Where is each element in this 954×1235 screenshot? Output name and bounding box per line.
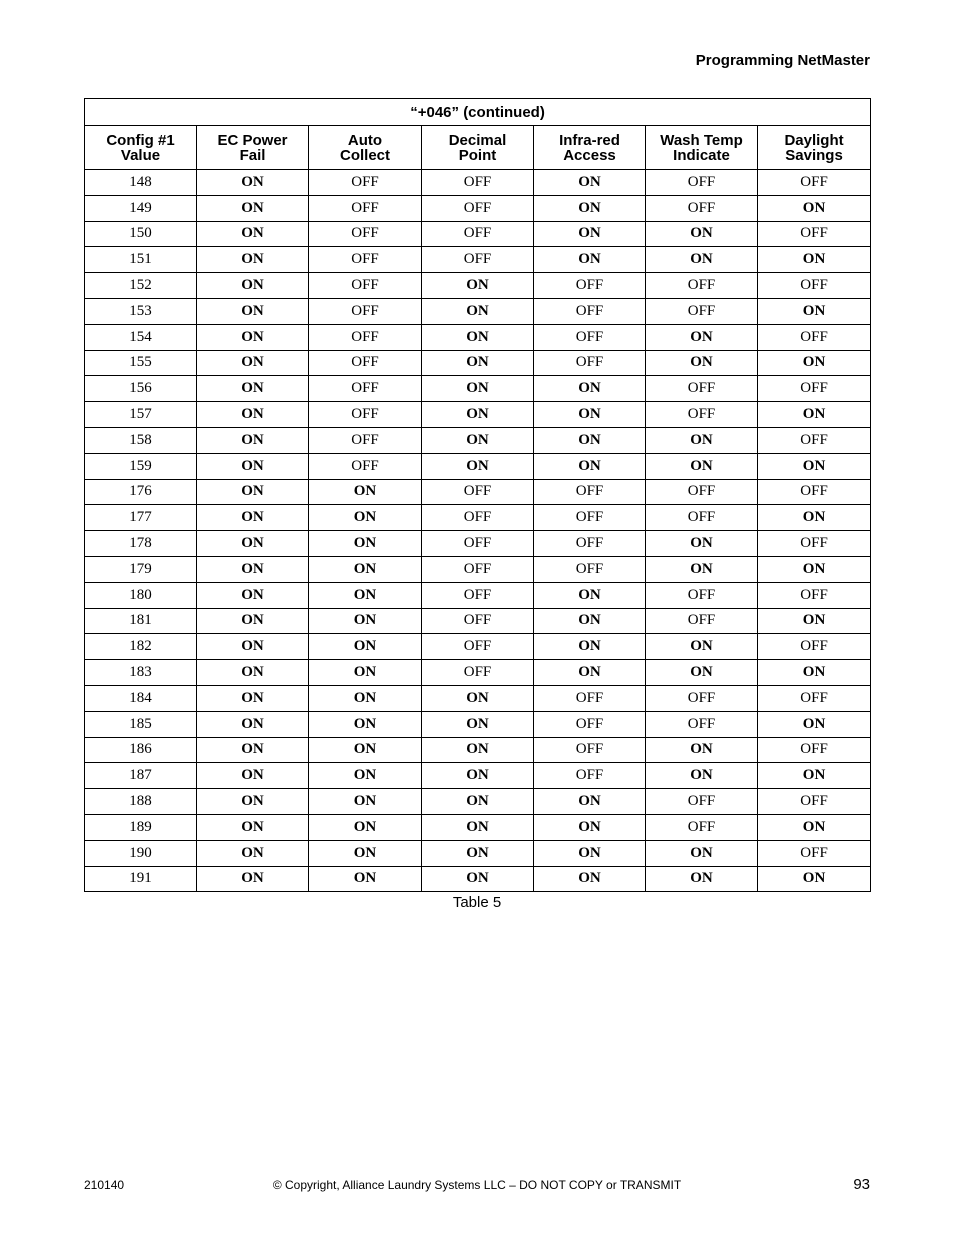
setting-cell: ON (197, 711, 309, 737)
setting-cell: ON (646, 840, 758, 866)
setting-cell: OFF (309, 402, 422, 428)
column-header (197, 126, 309, 170)
setting-cell: OFF (309, 170, 422, 196)
setting-cell: ON (309, 608, 422, 634)
setting-cell: OFF (422, 660, 534, 686)
doc-number: 210140 (84, 1178, 125, 1192)
table-row (85, 711, 871, 737)
setting-cell: ON (646, 350, 758, 376)
setting-cell: ON (309, 711, 422, 737)
setting-cell: ON (758, 505, 871, 531)
table-row (85, 840, 871, 866)
config-table (84, 98, 871, 892)
setting-cell: ON (534, 814, 646, 840)
config-value-cell: 155 (85, 350, 197, 376)
setting-cell: ON (197, 453, 309, 479)
setting-cell: OFF (646, 170, 758, 196)
column-header-line: Wash Temp (660, 131, 743, 149)
setting-cell: ON (309, 763, 422, 789)
setting-cell: ON (758, 608, 871, 634)
setting-cell: OFF (646, 814, 758, 840)
table-row (85, 247, 871, 273)
config-value-cell: 177 (85, 505, 197, 531)
setting-cell: ON (309, 789, 422, 815)
setting-cell: ON (197, 170, 309, 196)
setting-cell: ON (534, 582, 646, 608)
setting-cell: ON (197, 840, 309, 866)
setting-cell: ON (197, 531, 309, 557)
setting-cell: OFF (758, 840, 871, 866)
setting-cell: ON (646, 324, 758, 350)
setting-cell: ON (197, 505, 309, 531)
setting-cell: OFF (646, 273, 758, 299)
setting-cell: OFF (309, 350, 422, 376)
setting-cell: ON (422, 402, 534, 428)
setting-cell: ON (197, 685, 309, 711)
config-value-cell: 182 (85, 634, 197, 660)
table-row (85, 298, 871, 324)
column-header (534, 126, 646, 170)
setting-cell: OFF (422, 634, 534, 660)
setting-cell: OFF (309, 195, 422, 221)
setting-cell: ON (197, 376, 309, 402)
setting-cell: OFF (534, 350, 646, 376)
setting-cell: OFF (534, 479, 646, 505)
config-value-cell: 154 (85, 324, 197, 350)
setting-cell: ON (197, 273, 309, 299)
config-value-cell: 156 (85, 376, 197, 402)
setting-cell: ON (422, 427, 534, 453)
column-header (422, 126, 534, 170)
setting-cell: OFF (758, 479, 871, 505)
setting-cell: ON (309, 814, 422, 840)
setting-cell: OFF (646, 582, 758, 608)
setting-cell: ON (197, 556, 309, 582)
setting-cell: ON (422, 453, 534, 479)
setting-cell: ON (197, 608, 309, 634)
table-row (85, 221, 871, 247)
setting-cell: OFF (309, 221, 422, 247)
setting-cell: ON (534, 170, 646, 196)
setting-cell: ON (534, 376, 646, 402)
setting-cell: ON (197, 195, 309, 221)
setting-cell: OFF (534, 298, 646, 324)
table-row (85, 273, 871, 299)
table-row (85, 737, 871, 763)
setting-cell: ON (309, 660, 422, 686)
table-row (85, 479, 871, 505)
setting-cell: OFF (534, 763, 646, 789)
config-value-cell: 158 (85, 427, 197, 453)
table-row (85, 685, 871, 711)
setting-cell: OFF (309, 324, 422, 350)
setting-cell: OFF (758, 273, 871, 299)
setting-cell: ON (422, 324, 534, 350)
column-header-line: Auto (347, 131, 383, 149)
config-value-cell: 185 (85, 711, 197, 737)
setting-cell: OFF (646, 711, 758, 737)
table-row (85, 660, 871, 686)
table-row (85, 556, 871, 582)
setting-cell: ON (309, 634, 422, 660)
column-header (758, 126, 871, 170)
setting-cell: ON (422, 789, 534, 815)
setting-cell: OFF (646, 789, 758, 815)
setting-cell: ON (646, 634, 758, 660)
setting-cell: ON (758, 453, 871, 479)
setting-cell: ON (534, 660, 646, 686)
setting-cell: ON (197, 427, 309, 453)
setting-cell: OFF (422, 531, 534, 557)
setting-cell: OFF (534, 737, 646, 763)
setting-cell: ON (197, 324, 309, 350)
setting-cell: OFF (646, 376, 758, 402)
setting-cell: ON (646, 660, 758, 686)
setting-cell: OFF (646, 195, 758, 221)
setting-cell: ON (422, 685, 534, 711)
setting-cell: ON (534, 195, 646, 221)
setting-cell: ON (197, 634, 309, 660)
setting-cell: ON (534, 402, 646, 428)
setting-cell: OFF (758, 789, 871, 815)
setting-cell: OFF (534, 505, 646, 531)
table-row (85, 814, 871, 840)
setting-cell: ON (197, 660, 309, 686)
setting-cell: ON (309, 531, 422, 557)
setting-cell: OFF (646, 608, 758, 634)
setting-cell: OFF (758, 685, 871, 711)
config-value-cell: 190 (85, 840, 197, 866)
setting-cell: ON (197, 402, 309, 428)
setting-cell: ON (758, 814, 871, 840)
setting-cell: OFF (309, 427, 422, 453)
setting-cell: ON (534, 453, 646, 479)
setting-cell: OFF (309, 247, 422, 273)
setting-cell: OFF (646, 402, 758, 428)
setting-cell: ON (758, 402, 871, 428)
setting-cell: ON (646, 763, 758, 789)
setting-cell: ON (646, 531, 758, 557)
setting-cell: ON (534, 840, 646, 866)
config-value-cell: 183 (85, 660, 197, 686)
setting-cell: OFF (534, 273, 646, 299)
table-row (85, 453, 871, 479)
setting-cell: OFF (422, 247, 534, 273)
setting-cell: OFF (646, 298, 758, 324)
copyright-notice: © Copyright, Alliance Laundry Systems LLC – DO NOT COPY or TRANSMIT (272, 1178, 682, 1192)
config-value-cell: 178 (85, 531, 197, 557)
setting-cell: ON (197, 221, 309, 247)
setting-cell: ON (758, 247, 871, 273)
config-value-cell: 188 (85, 789, 197, 815)
setting-cell: OFF (758, 170, 871, 196)
setting-cell: OFF (758, 737, 871, 763)
table-row (85, 376, 871, 402)
setting-cell: ON (422, 711, 534, 737)
setting-cell: ON (309, 685, 422, 711)
table-caption: “+046” (continued) (85, 99, 871, 126)
setting-cell: OFF (534, 531, 646, 557)
setting-cell: ON (309, 840, 422, 866)
setting-cell: ON (197, 737, 309, 763)
setting-cell: ON (646, 453, 758, 479)
column-header-line: Fail (239, 146, 266, 164)
setting-cell: ON (534, 866, 646, 892)
config-value-cell: 152 (85, 273, 197, 299)
column-header-line: Value (120, 146, 161, 164)
setting-cell: OFF (758, 376, 871, 402)
setting-cell: ON (197, 479, 309, 505)
setting-cell: ON (534, 221, 646, 247)
setting-cell: OFF (758, 634, 871, 660)
config-value-cell: 186 (85, 737, 197, 763)
setting-cell: OFF (534, 324, 646, 350)
setting-cell: ON (534, 247, 646, 273)
setting-cell: ON (646, 247, 758, 273)
setting-cell: OFF (422, 505, 534, 531)
page-number: 93 (853, 1176, 870, 1193)
setting-cell: ON (534, 634, 646, 660)
setting-cell: ON (197, 814, 309, 840)
setting-cell: ON (422, 298, 534, 324)
table-row (85, 402, 871, 428)
setting-cell: ON (758, 556, 871, 582)
setting-cell: ON (197, 763, 309, 789)
setting-cell: ON (422, 273, 534, 299)
table-row (85, 866, 871, 892)
setting-cell: ON (534, 608, 646, 634)
setting-cell: OFF (422, 479, 534, 505)
config-value-cell: 179 (85, 556, 197, 582)
setting-cell: ON (197, 298, 309, 324)
setting-cell: ON (758, 763, 871, 789)
column-header-line: Point (458, 146, 497, 164)
setting-cell: ON (534, 427, 646, 453)
setting-cell: OFF (534, 556, 646, 582)
column-header-line: Access (563, 146, 616, 164)
table-row (85, 789, 871, 815)
setting-cell: OFF (758, 531, 871, 557)
table-row (85, 195, 871, 221)
setting-cell: OFF (422, 221, 534, 247)
setting-cell: ON (309, 582, 422, 608)
config-value-cell: 157 (85, 402, 197, 428)
table-row (85, 505, 871, 531)
table-row (85, 582, 871, 608)
column-header (646, 126, 758, 170)
setting-cell: ON (646, 221, 758, 247)
column-header-line: Infra-red (559, 131, 620, 149)
config-value-cell: 181 (85, 608, 197, 634)
setting-cell: ON (646, 866, 758, 892)
column-header-row (85, 126, 871, 170)
setting-cell: ON (758, 866, 871, 892)
running-head: Programming NetMaster (695, 52, 870, 69)
setting-cell: OFF (758, 324, 871, 350)
setting-cell: ON (309, 505, 422, 531)
column-header-line: Config #1 (106, 131, 175, 149)
column-header-line: Savings (785, 146, 843, 164)
column-header-line: Daylight (784, 131, 844, 149)
setting-cell: ON (309, 556, 422, 582)
setting-cell: ON (758, 298, 871, 324)
setting-cell: OFF (309, 298, 422, 324)
setting-cell: OFF (758, 427, 871, 453)
config-value-cell: 149 (85, 195, 197, 221)
setting-cell: OFF (646, 479, 758, 505)
config-value-cell: 184 (85, 685, 197, 711)
config-value-cell: 159 (85, 453, 197, 479)
setting-cell: OFF (646, 685, 758, 711)
config-value-cell: 153 (85, 298, 197, 324)
setting-cell: ON (422, 763, 534, 789)
table-row (85, 350, 871, 376)
setting-cell: ON (197, 866, 309, 892)
setting-cell: ON (309, 737, 422, 763)
setting-cell: OFF (758, 221, 871, 247)
config-value-cell: 176 (85, 479, 197, 505)
config-value-cell: 191 (85, 866, 197, 892)
setting-cell: ON (758, 195, 871, 221)
column-header-line: Decimal (448, 131, 507, 149)
setting-cell: ON (197, 789, 309, 815)
setting-cell: ON (197, 247, 309, 273)
table-row (85, 634, 871, 660)
setting-cell: OFF (422, 170, 534, 196)
config-value-cell: 148 (85, 170, 197, 196)
setting-cell: OFF (646, 505, 758, 531)
config-value-cell: 180 (85, 582, 197, 608)
table-row (85, 763, 871, 789)
table-row (85, 608, 871, 634)
table-row (85, 324, 871, 350)
setting-cell: ON (646, 556, 758, 582)
setting-cell: ON (534, 789, 646, 815)
setting-cell: ON (422, 814, 534, 840)
setting-cell: OFF (534, 685, 646, 711)
setting-cell: OFF (422, 582, 534, 608)
setting-cell: OFF (422, 195, 534, 221)
setting-cell: ON (646, 427, 758, 453)
config-value-cell: 187 (85, 763, 197, 789)
setting-cell: OFF (309, 273, 422, 299)
setting-cell: OFF (422, 556, 534, 582)
setting-cell: OFF (422, 608, 534, 634)
setting-cell: ON (758, 350, 871, 376)
column-header-line: EC Power (217, 131, 288, 149)
table-row (85, 170, 871, 196)
setting-cell: ON (422, 866, 534, 892)
table-body (85, 170, 871, 892)
table-label: Table 5 (452, 894, 502, 911)
setting-cell: ON (197, 350, 309, 376)
setting-cell: ON (422, 376, 534, 402)
setting-cell: ON (758, 711, 871, 737)
column-header-line: Indicate (673, 146, 730, 164)
table-row (85, 427, 871, 453)
setting-cell: ON (309, 479, 422, 505)
setting-cell: OFF (309, 453, 422, 479)
setting-cell: OFF (534, 711, 646, 737)
config-value-cell: 151 (85, 247, 197, 273)
config-value-cell: 189 (85, 814, 197, 840)
column-header (309, 126, 422, 170)
setting-cell: OFF (758, 582, 871, 608)
setting-cell: OFF (309, 376, 422, 402)
setting-cell: ON (197, 582, 309, 608)
setting-cell: ON (646, 737, 758, 763)
setting-cell: ON (422, 737, 534, 763)
setting-cell: ON (309, 866, 422, 892)
setting-cell: ON (422, 350, 534, 376)
setting-cell: ON (758, 660, 871, 686)
column-header (85, 126, 197, 170)
config-value-cell: 150 (85, 221, 197, 247)
table-row (85, 531, 871, 557)
column-header-line: Collect (339, 146, 390, 164)
setting-cell: ON (422, 840, 534, 866)
